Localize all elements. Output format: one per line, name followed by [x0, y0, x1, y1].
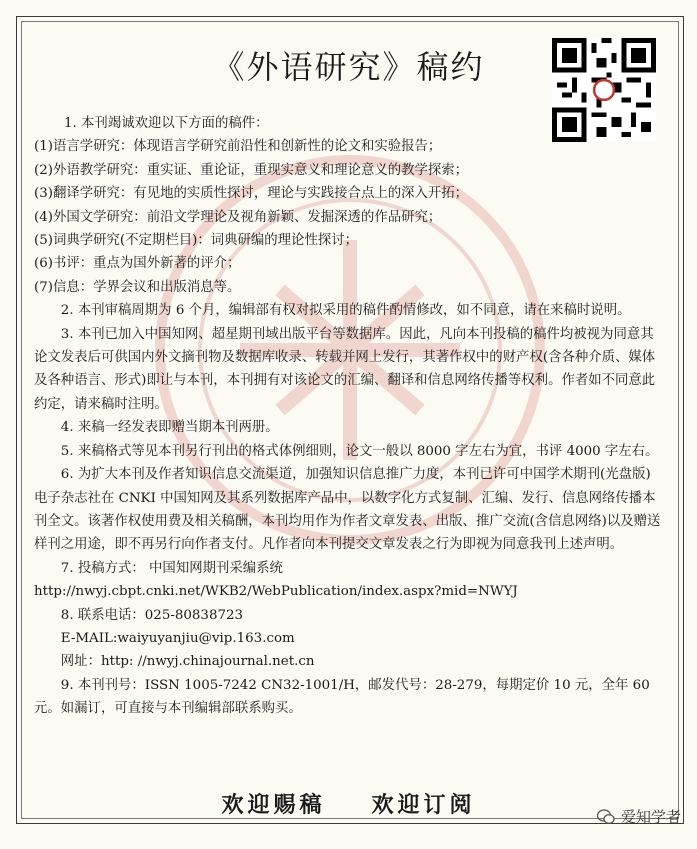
submission-guidelines: [34, 112, 664, 721]
item-6: 6. 为扩大本刊及作者知识信息交流渠道，加强知识信息推广力度，本刊已许可中国学术期刊(光盘版)电子杂志社在 CNKI 中国知网及其系列数据库产品中，以数字化方式复制、汇编、发行、信息网络传播本刊全文。该著作权使用费及相关稿酬，本刊均用作为作者文章发表、出版、推广交流(含信息网络)以及赠送样刊之用途，即不再另行向作者支付。凡作者向本刊提交文章发表之行为即视为同意我刊上述声明。: [34, 467, 661, 553]
item-2: 2. 本刊审稿周期为 6 个月，编辑部有权对拟采用的稿件酌情修改，如不同意，请在来稿时说明。: [60, 303, 631, 319]
wechat-account-name: 爱知学者: [620, 808, 681, 826]
list-item: (6)书评：重点为国外新著的评介；: [34, 256, 241, 272]
list-item: (3)翻译学研究：有见地的实质性探讨，理论与实践接合点上的深入开拓；: [34, 186, 469, 202]
wechat-watermark: [597, 806, 681, 827]
item-9-issn: 9. 本刊刊号：ISSN 1005-7242 CN32-1001/H，邮发代号：28-279，每期定价 10 元，全年 60 元。如漏订，可直接与本刊编辑部联系购买。: [34, 677, 650, 717]
item-5: 5. 来稿格式等见本刊另行刊出的格式体例细则，论文一般以 8000 字左右为宜，书评 4000 字左右。: [60, 443, 659, 459]
wechat-icon: [597, 809, 615, 825]
item-3: 3. 本刊已加入中国知网、超星期刊域出版平台等数据库。因此，凡向本刊投稿的稿件均被视为同意其论文发表后可供国内外文摘刊物及数据库收录、转载并网上发行，其著作权中的财产权(含各种介质、媒体及各种语言、形式)即让与本刊，本刊拥有对该论文的汇编、翻译和信息网络传播等权利。作者如不同意此约定，请来稿时注明。: [34, 326, 656, 412]
footer-welcome-submissions: 欢迎赐稿: [221, 792, 326, 818]
list-item: (4)外国文学研究：前沿文学理论及视角新颖、发掘深透的作品研究；: [34, 209, 442, 225]
website-line: 网址：http: //nwyj.chinajournal.net.cn: [60, 654, 315, 670]
item-4: 4. 来稿一经发表即赠当期本刊两册。: [60, 420, 279, 436]
page-title: 《外语研究》稿约: [212, 48, 485, 86]
list-item: (2)外语教学研究：重实证、重论证，重现实意义和理论意义的教学探索；: [34, 162, 469, 178]
item-1-heading: 1. 本刊竭诚欢迎以下方面的稿件：: [64, 116, 269, 131]
list-item: (1)语言学研究：体现语言学研究前沿性和创新性的论文和实验报告；: [34, 139, 442, 155]
footer-slogans: [0, 788, 697, 819]
email-line: E-MAIL:waiyuyanjiu@vip.163.com: [60, 630, 295, 646]
item-7-submission: 7. 投稿方式： 中国知网期刊采编系统 http://nwyj.cbpt.cnki.net/WKB2/WebPublication/index.aspx?mid=NWYJ: [34, 560, 518, 600]
list-item: (7)信息：学界会议和出版消息等。: [34, 279, 241, 295]
list-item: (5)词典学研究(不定期栏目)：词典研编的理论性探讨；: [34, 233, 359, 249]
footer-welcome-subscriptions: 欢迎订阅: [371, 792, 476, 818]
item-8-phone: 8. 联系电话：025-80838723: [60, 607, 244, 623]
